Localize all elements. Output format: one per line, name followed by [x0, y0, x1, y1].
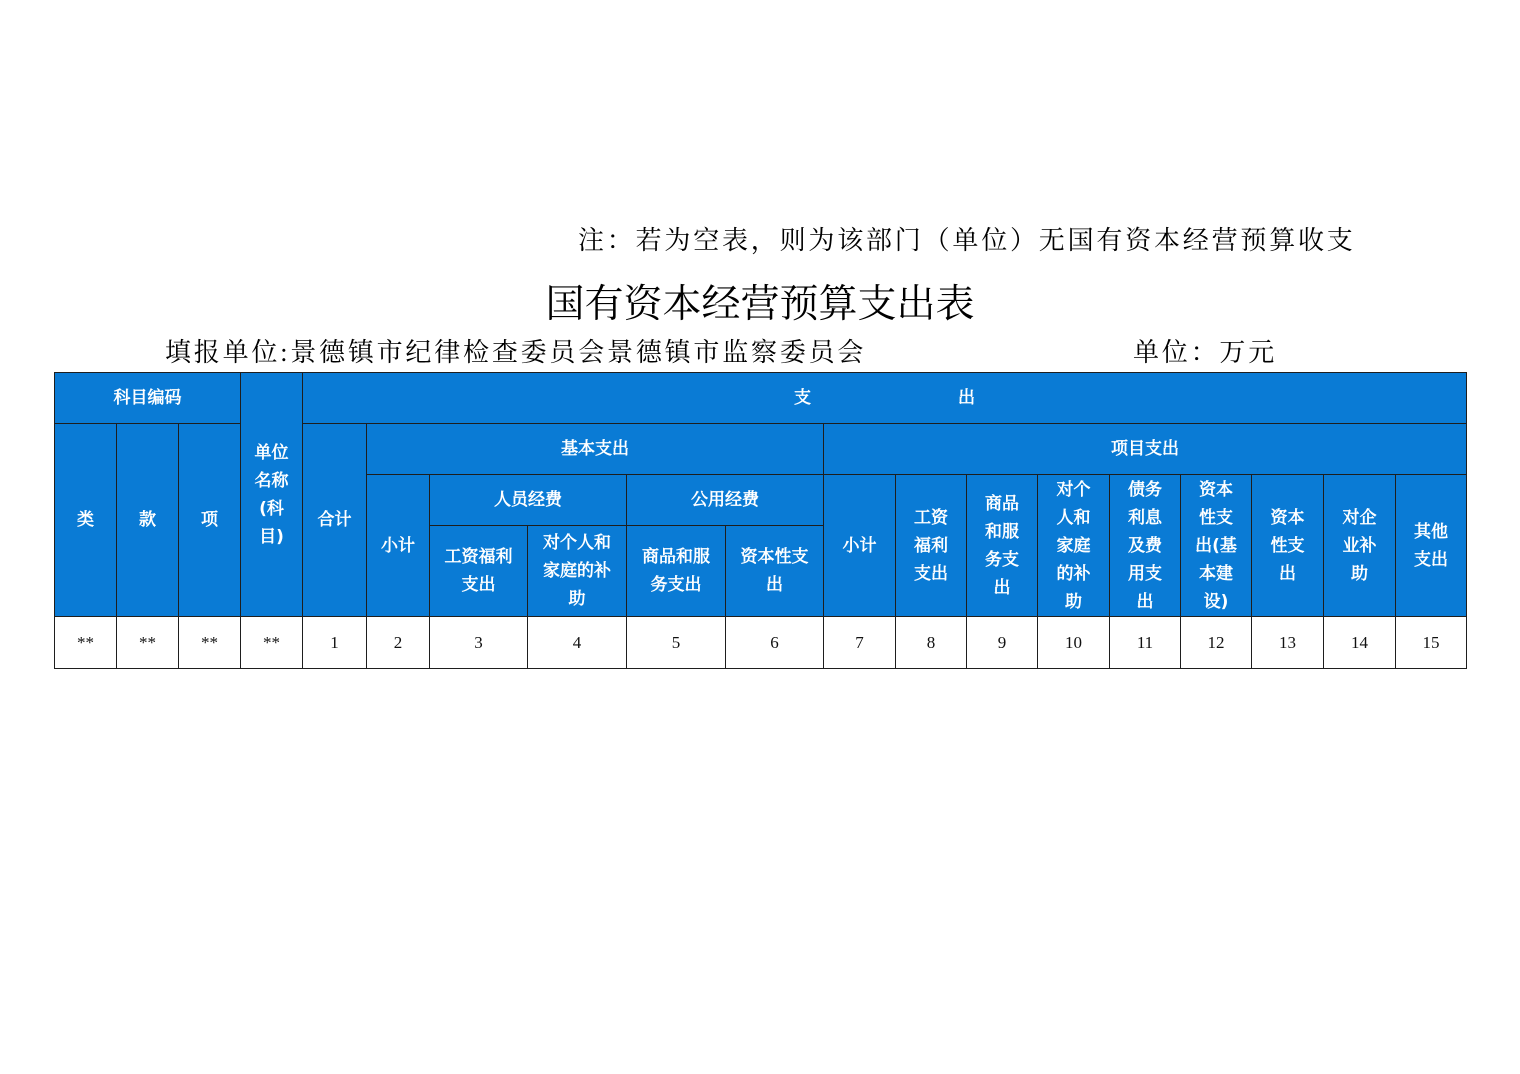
header-label: 款 — [139, 510, 156, 530]
header-label: 商品和服务支出 — [642, 547, 710, 595]
table-row — [54, 616, 1467, 669]
empty-table-note: 注：若为空表，则为该部门（单位）无国有资本经营预算收支 — [578, 226, 1356, 255]
header-label: 其他支出 — [1414, 521, 1448, 570]
header-project-subtotal — [823, 474, 896, 617]
header-project-enterprise-subsidies — [1323, 474, 1396, 617]
table-cell: 13 — [1251, 616, 1324, 669]
table-cell: 8 — [895, 616, 967, 669]
header-label: 科目编码 — [113, 388, 182, 408]
header-basic-subtotal — [366, 474, 430, 617]
table-cell: 9 — [966, 616, 1038, 669]
header-project-expenditure — [823, 423, 1467, 475]
header-label: 资本性支出 — [740, 547, 809, 595]
table-cell: 15 — [1395, 616, 1467, 669]
header-project-debt-interest — [1109, 474, 1181, 617]
header-item — [178, 423, 241, 617]
header-personnel-expenses — [429, 474, 627, 526]
header-label: 资本性支出(基本建设) — [1195, 479, 1237, 612]
header-label: 债务利息及费用支出 — [1128, 479, 1162, 612]
header-section — [116, 423, 179, 617]
header-project-capital-construction — [1180, 474, 1252, 617]
table-cell: 3 — [429, 616, 528, 669]
table-cell: 4 — [527, 616, 627, 669]
table-cell: 5 — [626, 616, 726, 669]
header-label: 工资福利支出 — [914, 507, 948, 584]
header-project-other — [1395, 474, 1467, 617]
header-project-goods-services — [966, 474, 1038, 617]
header-label: 小计 — [381, 535, 415, 556]
header-label: 支出 — [794, 388, 1122, 408]
header-label: 公用经费 — [691, 490, 759, 510]
header-project-capital — [1251, 474, 1324, 617]
table-cell: ** — [54, 616, 117, 669]
table-cell: ** — [178, 616, 241, 669]
table-cell: 2 — [366, 616, 430, 669]
table-cell: ** — [240, 616, 303, 669]
reporting-unit: 填报单位:景德镇市纪律检查委员会景德镇市监察委员会 — [165, 338, 867, 367]
table-cell: 7 — [823, 616, 896, 669]
table-cell: 12 — [1180, 616, 1252, 669]
table-cell: 14 — [1323, 616, 1396, 669]
header-basic-capital — [725, 525, 824, 617]
header-total — [302, 423, 367, 617]
table-cell: 10 — [1037, 616, 1110, 669]
header-label: 对个人和家庭的补助 — [1056, 479, 1091, 612]
header-label: 工资福利支出 — [444, 547, 513, 595]
table-cell: ** — [116, 616, 179, 669]
table-title: 国有资本经营预算支出表 — [545, 283, 975, 326]
header-label: 商品和服务支出 — [985, 493, 1019, 598]
header-label: 对企业补助 — [1342, 507, 1377, 584]
header-subject-code — [54, 372, 241, 424]
header-category — [54, 423, 117, 617]
header-label: 类 — [77, 510, 94, 530]
header-label: 对个人和家庭的补助 — [543, 533, 611, 609]
header-label: 合计 — [317, 510, 352, 530]
header-project-wages — [895, 474, 967, 617]
header-basic-goods-services — [626, 525, 726, 617]
currency-unit: 单位：万元 — [1133, 338, 1278, 367]
header-label: 资本性支出 — [1270, 507, 1305, 584]
header-basic-household-subsidies — [527, 525, 627, 617]
header-public-expenses — [626, 474, 824, 526]
header-basic-expenditure — [366, 423, 824, 475]
header-label: 项 — [201, 510, 218, 530]
header-label: 人员经费 — [494, 490, 562, 510]
budget-expenditure-table — [54, 372, 1467, 669]
header-label: 单位名称(科目) — [254, 442, 289, 547]
header-label: 项目支出 — [1111, 439, 1179, 459]
header-expenditure — [302, 372, 1467, 424]
header-unit-name — [240, 372, 303, 617]
table-cell: 6 — [725, 616, 824, 669]
header-project-household-subsidies — [1037, 474, 1110, 617]
table-cell: 11 — [1109, 616, 1181, 669]
header-label: 基本支出 — [561, 439, 629, 459]
header-label: 小计 — [842, 535, 877, 556]
header-basic-wages — [429, 525, 528, 617]
table-cell: 1 — [302, 616, 367, 669]
